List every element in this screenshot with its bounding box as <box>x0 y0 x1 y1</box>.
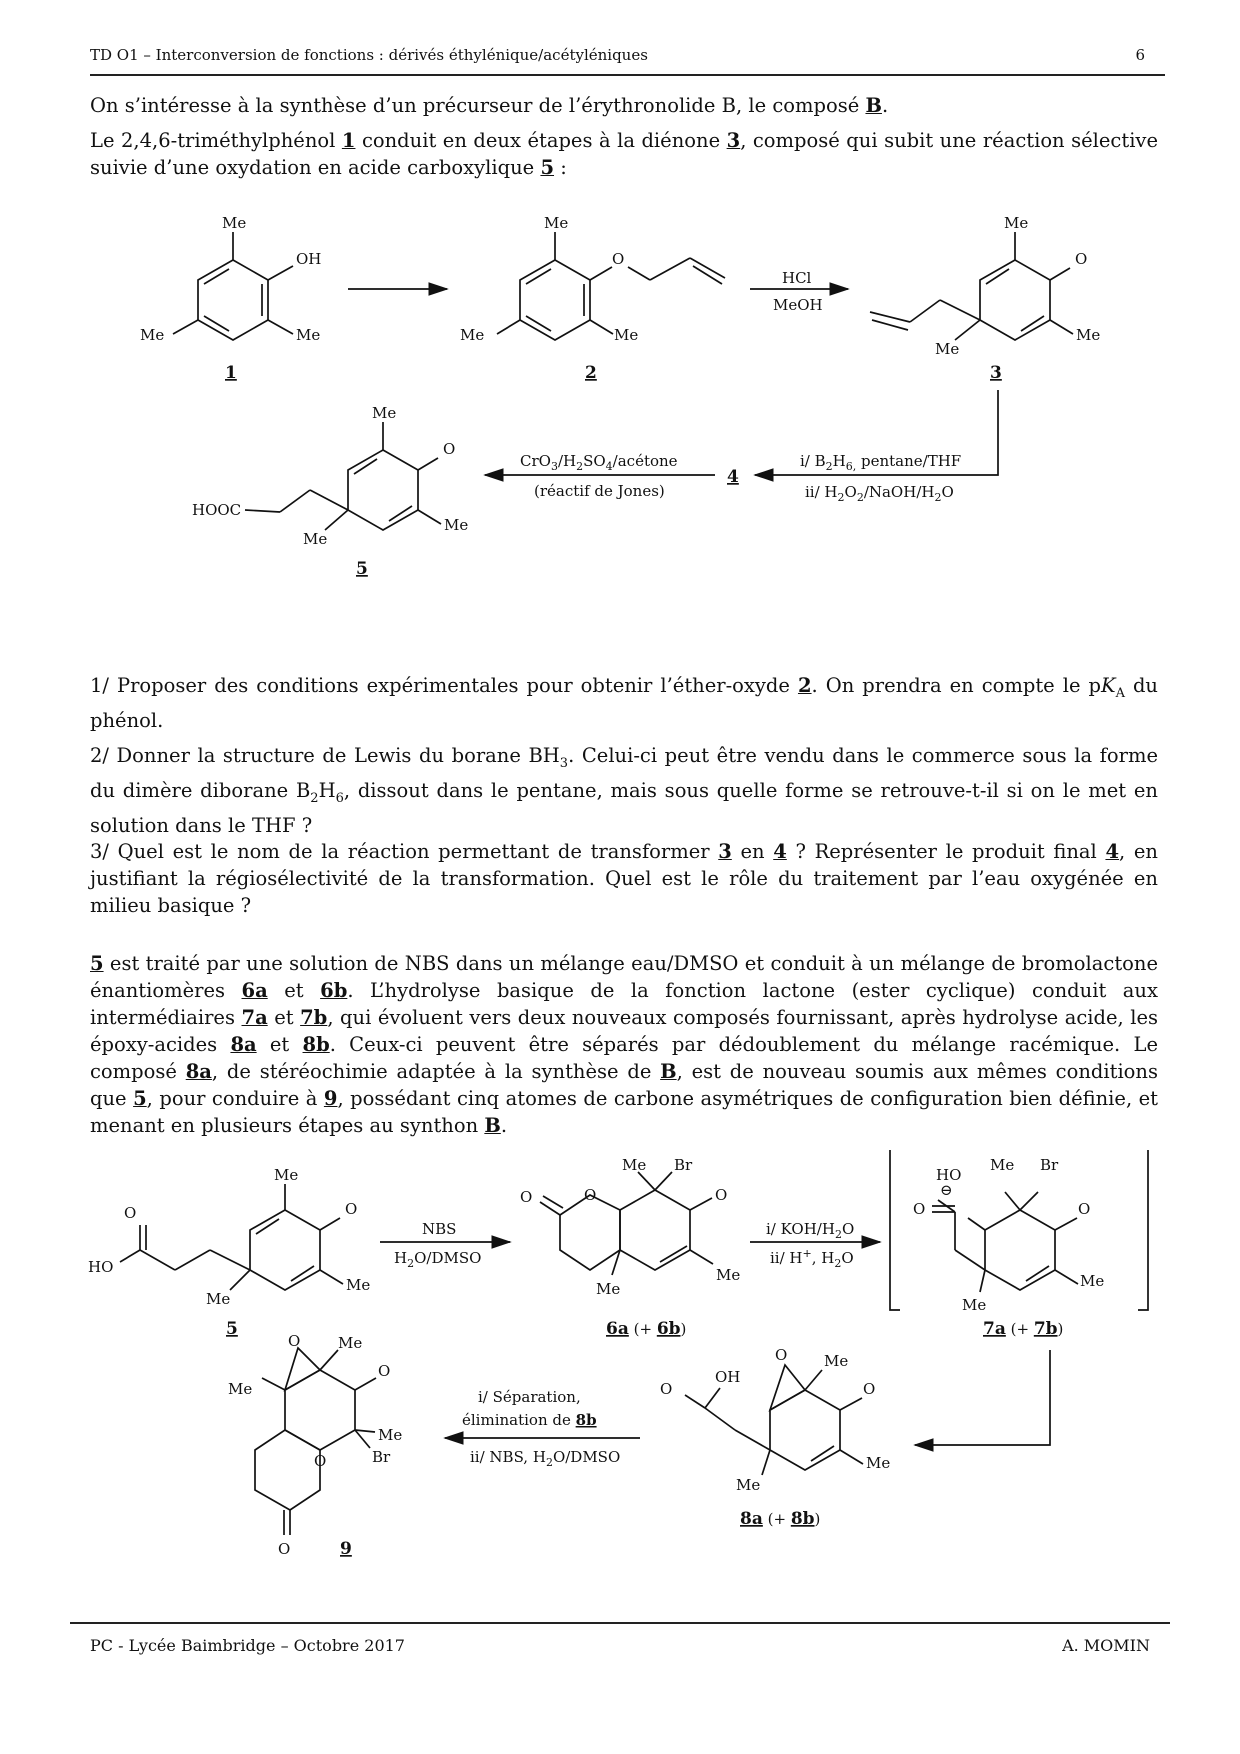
svg-text:i/ B2H6, pentane/THF: i/ $B_2H_{6,}$ pentane/THF <box>800 452 962 473</box>
svg-text:Br: Br <box>674 1156 693 1174</box>
compound-1-structure <box>140 214 321 383</box>
svg-text:O: O <box>314 1452 327 1470</box>
svg-text:O: O <box>612 250 625 268</box>
label-5: 5 <box>356 559 368 579</box>
intro-paragraph-2: Le 2,4,6-triméthylphénol 1 conduit en deux étapes à la diénone 3, composé qui subit une réaction sélective suivie d’une oxydation en acide carboxylique 5 : <box>90 129 1158 179</box>
svg-text:O: O <box>288 1332 301 1350</box>
svg-text:Me: Me <box>444 516 469 534</box>
svg-text:Me: Me <box>1080 1272 1105 1290</box>
svg-text:O: O <box>378 1362 391 1380</box>
reaction-scheme-1 <box>0 200 1240 640</box>
label-3: 3 <box>990 363 1002 383</box>
svg-text:Me: Me <box>296 326 321 344</box>
svg-text:O: O <box>278 1540 291 1558</box>
svg-text:Me: Me <box>222 214 247 232</box>
svg-text:O: O <box>775 1346 788 1364</box>
svg-text:Me: Me <box>990 1156 1015 1174</box>
svg-text:7a (+ 7b): 7a (+ 7b) <box>983 1319 1064 1339</box>
svg-text:O: O <box>345 1200 358 1218</box>
label-5-bis: 5 <box>226 1319 238 1339</box>
svg-text:Me: Me <box>303 530 328 548</box>
compound-5-bis-structure <box>88 1166 370 1339</box>
compound-3-structure <box>870 214 1100 383</box>
svg-text:O: O <box>443 440 456 458</box>
svg-text:(réactif de Jones): (réactif de Jones) <box>534 482 665 500</box>
svg-text:HOOC: HOOC <box>192 501 242 519</box>
svg-text:OH: OH <box>296 250 322 268</box>
svg-text:Me: Me <box>1004 214 1029 232</box>
svg-text:Me: Me <box>866 1454 891 1472</box>
label-4: 4 <box>727 467 739 487</box>
label-8b: 8b <box>790 1509 815 1529</box>
svg-text:élimination de 8b: élimination de 8b <box>462 1411 597 1429</box>
svg-text:Me: Me <box>140 326 165 344</box>
svg-text:CrO3/H2SO4/acétone: $CrO_3/H_2SO_4$/acétone <box>520 452 678 473</box>
svg-text:O: O <box>913 1200 926 1218</box>
svg-text:Me: Me <box>614 326 639 344</box>
question-3: 3/ Quel est le nom de la réaction permettant de transformer 3 en 4 ? Représenter le produit final 4, en justifiant la régiosélectivité de la transformation. Quel est le rôle du traitement par l’eau oxygénée en milieu basique ? <box>90 840 1158 917</box>
svg-text:O: O <box>1078 1200 1091 1218</box>
arrow-7-to-8 <box>915 1350 1050 1445</box>
svg-text:Br: Br <box>1040 1156 1059 1174</box>
svg-text:O: O <box>584 1186 597 1204</box>
svg-text:Me: Me <box>716 1266 741 1284</box>
svg-text:Me: Me <box>228 1380 253 1398</box>
svg-text:Me: Me <box>206 1290 231 1308</box>
footer-author: A. MOMIN <box>1062 1636 1150 1655</box>
svg-text:Me: Me <box>378 1426 403 1444</box>
label-1: 1 <box>225 363 237 383</box>
svg-text:Me: Me <box>935 340 960 358</box>
svg-text:Me: Me <box>544 214 569 232</box>
svg-text:Me: Me <box>460 326 485 344</box>
svg-text:ii/ NBS, H2O/DMSO: ii/ NBS, $H_2O$/DMSO <box>470 1448 621 1469</box>
svg-text:O: O <box>1075 250 1088 268</box>
svg-text:Br: Br <box>372 1448 391 1466</box>
svg-text:OH: OH <box>715 1368 741 1386</box>
label-7b: 7b <box>1033 1319 1058 1339</box>
compound-2-structure <box>460 214 725 383</box>
label-6a: 6a <box>606 1319 629 1339</box>
question-2: 2/ Donner la structure de Lewis du borane $BH_3$. Celui-ci peut être vendu dans le commerce sous la forme du dimère diborane $B_2H_6$, dissout dans le pentane, mais sous quelle forme se retrouve-t-il si on le met en solution dans le THF ? <box>90 744 1158 837</box>
question-1: 1/ Proposer des conditions expérimentales pour obtenir l’éther-oxyde 2. On prendra en compte le $pK_A$ du phénol. <box>90 674 1158 732</box>
svg-text:8a (+ 8b): 8a (+ 8b) <box>740 1509 821 1529</box>
svg-text:Me: Me <box>962 1296 987 1314</box>
svg-text:HO: HO <box>88 1258 114 1276</box>
svg-text:ii/ H2O2/NaOH/H2O: ii/ $H_2O_2/NaOH/H_2O$ <box>805 483 954 504</box>
svg-text:MeOH: MeOH <box>773 296 823 314</box>
svg-text:6a (+ 6b): 6a (+ 6b) <box>606 1319 687 1339</box>
svg-text:Me: Me <box>596 1280 621 1298</box>
svg-text:Me: Me <box>736 1476 761 1494</box>
svg-text:O: O <box>715 1186 728 1204</box>
svg-text:i/ Séparation,: i/ Séparation, <box>478 1388 581 1406</box>
svg-text:ii/ H+, H2O: ii/ H+, $H_2O$ <box>770 1247 854 1270</box>
svg-text:⊖: ⊖ <box>940 1181 953 1199</box>
label-7a: 7a <box>983 1319 1006 1339</box>
paragraph-bromolactone: 5 est traité par une solution de NBS dans un mélange eau/DMSO et conduit à un mélange de bromolactone énantiomères 6a et 6b. L’hydrolyse basique de la fonction lactone (ester cyclique) conduit aux intermédiaires 7a et 7b, qui évoluent vers deux nouveaux composés fournissant, après hydrolyse acide, les époxy-acides 8a et 8b. Ceux-ci peuvent être séparés par dédoublement du mélange racémique. Le composé 8a, de stéréochimie adaptée à la synthèse de B, est de nouveau soumis aux mêmes conditions que 5, pour conduire à 9, possédant cinq atomes de carbone asymétriques de configuration bien définie, et menant en plusieurs étapes au synthon B. <box>90 952 1159 1137</box>
svg-text:O: O <box>660 1380 673 1398</box>
svg-text:O: O <box>520 1188 533 1206</box>
svg-text:Me: Me <box>622 1156 647 1174</box>
svg-text:i/ KOH/H2O: i/ KOH/$H_2O$ <box>766 1220 855 1241</box>
compound-6a-structure <box>520 1156 740 1339</box>
svg-text:Me: Me <box>338 1334 363 1352</box>
svg-text:H2O/DMSO: $H_2O$/DMSO <box>394 1249 482 1270</box>
compound-5-structure <box>192 404 468 579</box>
reaction-scheme-2 <box>0 1150 1240 1620</box>
page-number: 6 <box>1135 46 1145 64</box>
label-9: 9 <box>340 1539 352 1559</box>
svg-text:O: O <box>124 1204 137 1222</box>
svg-text:O: O <box>863 1380 876 1398</box>
compound-9-structure <box>228 1332 402 1559</box>
svg-text:Me: Me <box>346 1276 371 1294</box>
intro-paragraph-1: On s’intéresse à la synthèse d’un précurseur de l’érythronolide B, le composé B. <box>90 94 889 117</box>
svg-text:Me: Me <box>372 404 397 422</box>
svg-text:Me: Me <box>274 1166 299 1184</box>
page-header <box>90 44 1165 76</box>
page-footer <box>70 1622 1170 1664</box>
label-8a: 8a <box>740 1509 763 1529</box>
footer-left: PC - Lycée Baimbridge – Octobre 2017 <box>90 1636 405 1655</box>
header-title: TD O1 – Interconversion de fonctions : dérivés éthylénique/acétyléniques <box>90 46 648 64</box>
svg-text:HO: HO <box>936 1166 962 1184</box>
compound-8a-structure <box>660 1346 890 1529</box>
label-6b: 6b <box>656 1319 681 1339</box>
svg-text:Me: Me <box>824 1352 849 1370</box>
compound-7a-structure <box>890 1150 1148 1339</box>
svg-text:NBS: NBS <box>422 1220 457 1238</box>
svg-text:HCl: HCl <box>782 269 812 287</box>
label-2: 2 <box>585 363 597 383</box>
svg-text:Me: Me <box>1076 326 1101 344</box>
